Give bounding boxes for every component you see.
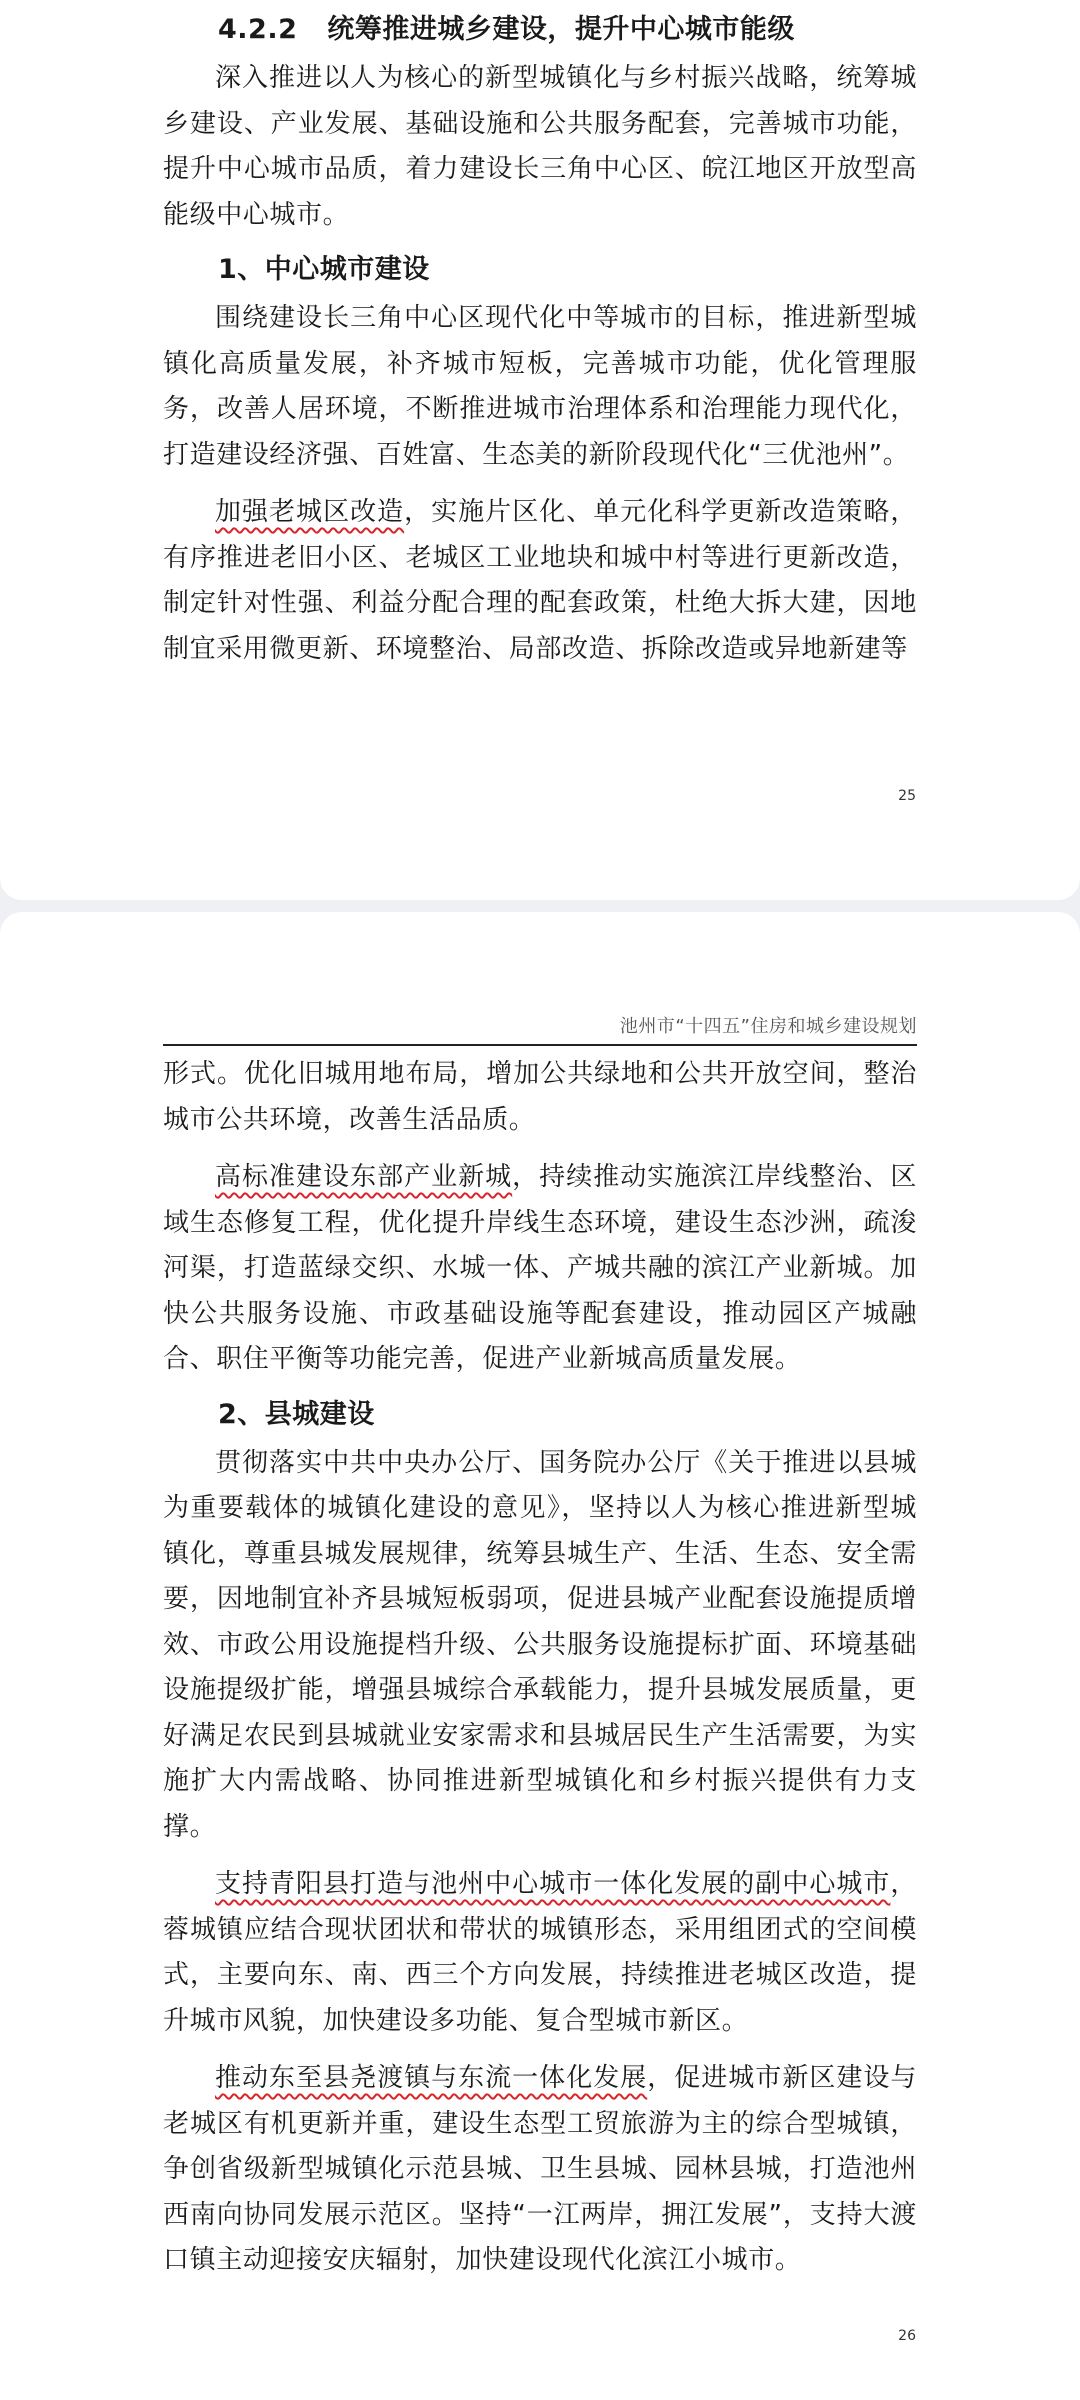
paragraph-central-city-goal: 围绕建设长三角中心区现代化中等城市的目标，推进新型城镇化高质量发展，补齐城市短板，完善城市功能，优化管理服务，改善人居环境，不断推进城市治理体系和治理能力现代化，打造建设经济强、百姓富、生态美的新阶段现代化“三优池州”。 <box>163 303 917 470</box>
paragraph-east-industrial-city <box>163 1155 917 1383</box>
highlight-east-industrial-city: 高标准建设东部产业新城 <box>215 1162 513 1192</box>
section-title: 统筹推进城乡建设，提升中心城市能级 <box>327 14 795 45</box>
section-number: 4.2.2 <box>218 14 298 45</box>
intro-paragraph: 深入推进以人为核心的新型城镇化与乡村振兴战略，统筹城乡建设、产业发展、基础设施和公共服务配套，完善城市功能，提升中心城市品质，着力建设长三角中心区、皖江地区开放型高能级中心城市。 <box>163 63 917 230</box>
paragraph-qingyang-text: ，蓉城镇应结合现状团状和带状的城镇形态，采用组团式的空间模式，主要向东、南、西三个方向发展，持续推进老城区改造，提升城市风貌，加快建设多功能、复合型城市新区。 <box>163 1869 917 2036</box>
section-heading <box>218 10 917 50</box>
paragraph-dongzhi <box>163 2056 917 2284</box>
paragraph-east-industrial-city-text: ，持续推动实施滨江岸线整治、区域生态修复工程，优化提升岸线生态环境，建设生态沙洲，疏浚河渠，打造蓝绿交织、水城一体、产城共融的滨江产业新城。加快公共服务设施、市政基础设施等配套建设，推动园区产城融合、职住平衡等功能完善，促进产业新城高质量发展。 <box>163 1162 917 1374</box>
subheading-county-town: 2、县城建设 <box>218 1398 375 1430</box>
subheading-central-city: 1、中心城市建设 <box>218 254 430 285</box>
highlight-qingyang: 支持青阳县打造与池州中心城市一体化发展的副中心城市 <box>215 1869 891 1899</box>
paragraph-old-city-renewal <box>163 490 917 672</box>
page-content <box>163 10 917 684</box>
highlight-dongzhi: 推动东至县尧渡镇与东流一体化发展 <box>215 2063 648 2093</box>
paragraph-county-town-policy: 贯彻落实中共中央办公厅、国务院办公厅《关于推进以县城为重要载体的城镇化建设的意见》，坚持以人为核心推进新型城镇化，尊重县城发展规律，统筹县城生产、生活、生态、安全需要，因地制宜补齐县城短板弱项，促进县城产业配套设施提质增效、市政公用设施提档升级、公共服务设施提标扩面、环境基础设施提级扩能，增强县城综合承载能力，提升县城发展质量，更好满足农民到县城就业安家需求和县城居民生产生活需要，为实施扩大内需战略、协同推进新型城镇化和乡村振兴提供有力支撑。 <box>163 1447 917 1842</box>
paragraph-dongzhi-text: ，促进城市新区建设与老城区有机更新并重，建设生态型工贸旅游为主的综合型城镇，争创省级新型城镇化示范县城、卫生县城、园林县城，打造池州西南向协同发展示范区。坚持“一江两岸，拥江发展”，支持大渡口镇主动迎接安庆辐射，加快建设现代化滨江小城市。 <box>163 2063 917 2275</box>
document-page-26 <box>0 912 1080 2400</box>
paragraph-old-city-renewal-text: ，实施片区化、单元化科学更新改造策略，有序推进老旧小区、老城区工业地块和城中村等进行更新改造，制定针对性强、利益分配合理的配套政策，杜绝大拆大建，因地制宜采用微更新、环境整治、局部改造、拆除改造或异地新建等 <box>163 497 918 664</box>
document-page-25 <box>0 0 1080 900</box>
paragraph-qingyang <box>163 1862 917 2044</box>
page-number: 26 <box>898 2328 916 2344</box>
page-content <box>163 1052 917 2296</box>
highlight-old-city-renewal: 加强老城区改造 <box>215 497 405 527</box>
continuation-paragraph: 形式。优化旧城用地布局，增加公共绿地和公共开放空间，整治城市公共环境，改善生活品质。 <box>163 1059 917 1135</box>
running-header: 池州市“十四五”住房和城乡建设规划 <box>163 1012 917 1046</box>
page-number: 25 <box>898 788 916 804</box>
